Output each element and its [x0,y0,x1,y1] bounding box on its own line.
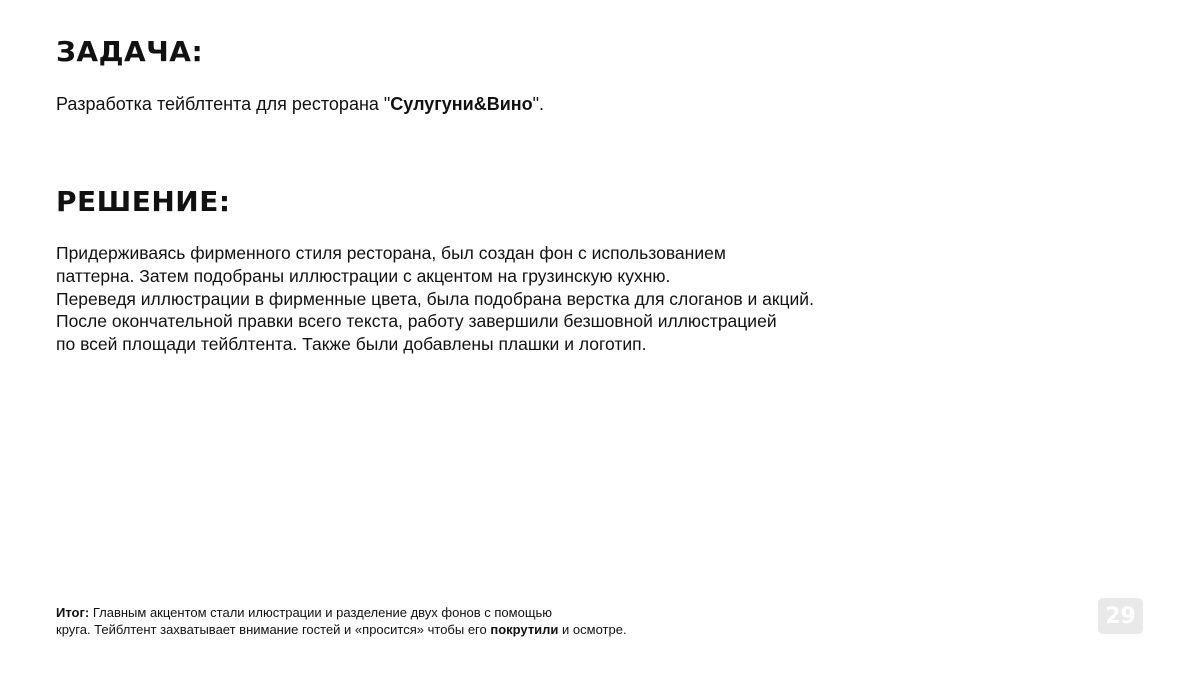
solution-heading: РЕШЕНИЕ: [56,185,231,218]
result-text-1: Главным акцентом стали илюстрации и разделение двух фонов с помощью [89,605,553,620]
result-text-2-end: и осмотре. [558,622,627,637]
result-line-1 [56,604,627,621]
restaurant-name: Сулугуни&Вино [390,94,533,114]
result-summary [56,604,627,638]
page-number-badge: 29 [1098,598,1143,634]
result-text-2-start: круга. Тейблтент захватывает внимание гостей и «просится» чтобы его [56,622,491,637]
solution-line: паттерна. Затем подобраны иллюстрации с акцентом на грузинскую кухню. [56,265,671,286]
solution-line: После окончательной правки всего текста, работу завершили безшовной иллюстрацией [56,311,777,332]
task-heading: ЗАДАЧА: [56,35,204,68]
result-emphasis: покрутили [490,622,559,637]
task-description [56,92,544,116]
task-text-start: Разработка тейблтента для ресторана " [56,94,391,114]
result-label: Итог: [56,605,90,620]
task-text-end: ". [532,94,545,114]
result-line-2 [56,621,627,638]
solution-line: Переведя иллюстрации в фирменные цвета, была подобрана верстка для слоганов и акций. [56,288,814,309]
solution-line: Придерживаясь фирменного стиля ресторана, был создан фон с использованием [56,243,726,263]
solution-line: по всей площади тейблтента. Также были добавлены плашки и логотип. [56,334,647,355]
solution-description [56,242,814,356]
